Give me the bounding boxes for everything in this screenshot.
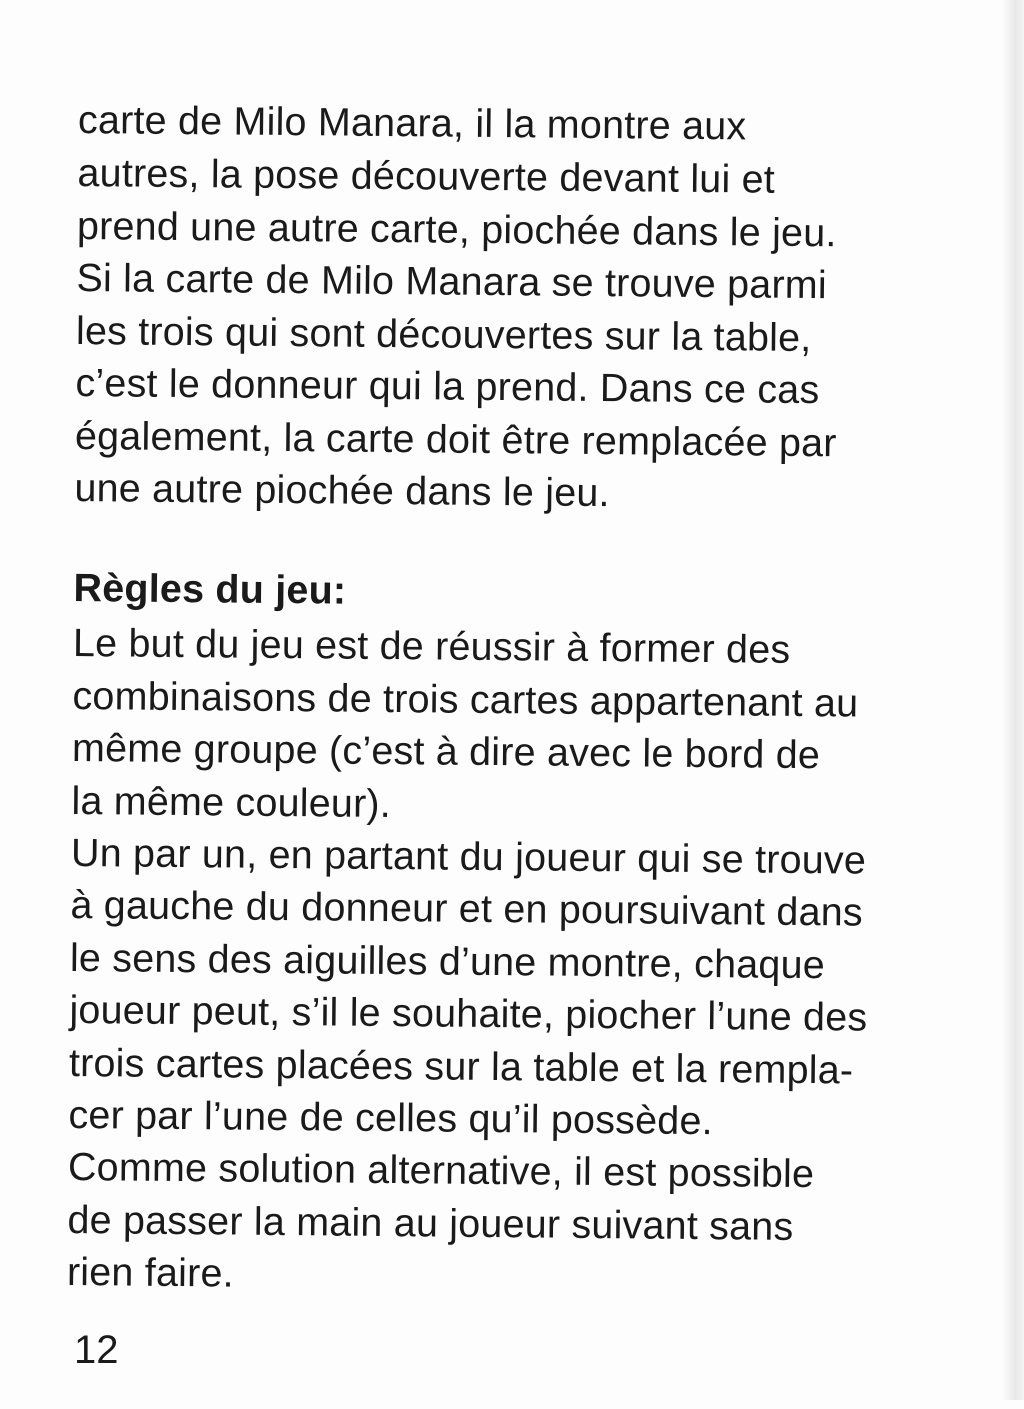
text-line: de passer la main au joueur suivant sans: [67, 1197, 794, 1249]
text-line: les trois qui sont découvertes sur la table,: [75, 308, 812, 361]
text-line: le sens des aiguilles d’une montre, chaque: [69, 935, 826, 988]
intro-paragraph: [1, 0, 1024, 516]
text-line: joueur peut, s’il le souhaite, piocher l’une des: [69, 987, 868, 1040]
text-line: également, la carte doit être remplacée par: [74, 413, 837, 466]
text-line: une autre piochée dans le jeu.: [74, 465, 610, 516]
text-line: à gauche du donneur et en poursuivant dans: [70, 882, 864, 935]
text-line: carte de Milo Manara, il la montre aux: [77, 98, 747, 149]
text-line: prend une autre carte, piochée dans le jeu.: [76, 203, 837, 256]
text-line: autres, la pose découverte devant lui et: [77, 150, 776, 202]
page-number: 12: [74, 1328, 119, 1372]
text-line: même groupe (c’est à dire avec le bord de: [71, 725, 821, 778]
text-line: rien faire.: [66, 1249, 235, 1296]
text-line: Un par un, en partant du joueur qui se trouve: [70, 830, 867, 883]
section-heading: Règles du jeu:: [73, 565, 347, 613]
text-line: c’est le donneur qui la prend. Dans ce cas: [75, 360, 820, 413]
text-line: la même couleur).: [71, 778, 392, 827]
text-line: Si la carte de Milo Manara se trouve parmi: [76, 255, 828, 308]
text-line: trois cartes placées sur la table et la rempla-: [68, 1040, 854, 1093]
text-line: Comme solution alternative, il est possible: [67, 1144, 815, 1197]
text-line: Le but du jeu est de réussir à former des: [72, 620, 791, 672]
text-line: cer par l’une de celles qu’il possède.: [68, 1092, 714, 1144]
text-line: combinaisons de trois cartes appartenant au: [72, 673, 859, 726]
